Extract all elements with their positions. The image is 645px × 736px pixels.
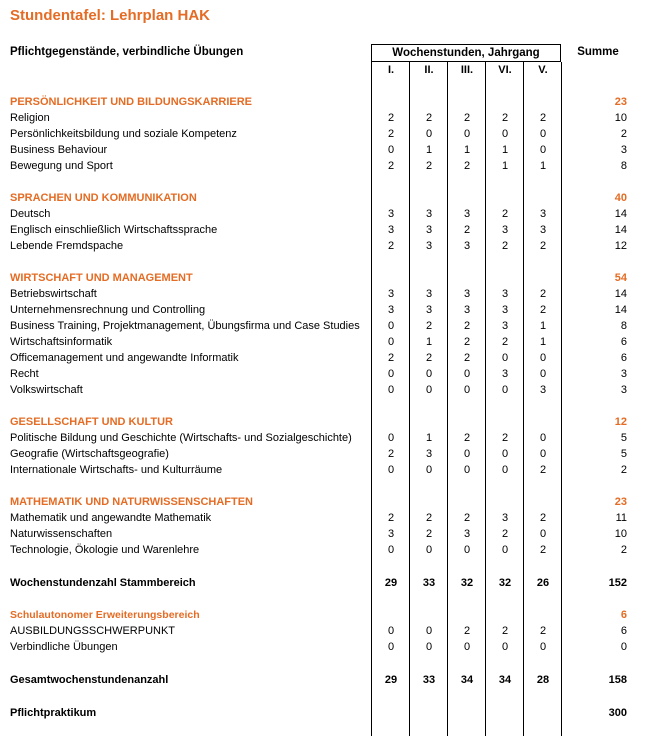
year-value-cell: 1 [539,336,547,348]
table-row [0,639,645,655]
year-value-cell: 3 [387,208,395,220]
year-value-cell: 2 [463,112,471,124]
year-value-cell: 3 [539,384,547,396]
sum-cell: 2 [620,464,627,476]
year-value-cell: 3 [501,304,509,316]
year-value-cell: 0 [501,352,509,364]
year-value-cell: 2 [425,160,433,172]
year-value-cell: 0 [539,368,547,380]
total-row [0,575,645,591]
table-row [0,158,645,174]
year-value-cell: 0 [501,448,509,460]
sum-cell: 11 [615,512,627,524]
table-row [0,623,645,639]
year-value-cell: 2 [539,625,547,637]
year-value-cell: 0 [501,464,509,476]
row-label: Politische Bildung und Geschichte (Wirtschafts- und Sozialgeschichte) [10,432,352,444]
year-value-cell: 0 [387,625,395,637]
row-label: AUSBILDUNGSSCHWERPUNKT [10,625,176,637]
sum-cell: 14 [614,304,627,316]
year-value-cell: 2 [463,160,471,172]
sum-cell: 158 [608,674,627,686]
sum-cell: 40 [614,192,627,204]
year-value-cell: 0 [539,128,547,140]
row-label: Englisch einschließlich Wirtschaftssprache [10,224,218,236]
table-row [0,238,645,254]
year-value-cell: 2 [539,464,547,476]
table-row [0,286,645,302]
table-row [0,542,645,558]
sum-cell: 300 [608,707,627,719]
sum-cell: 2 [620,544,627,556]
year-value-cell: 3 [425,240,433,252]
row-label: Wirtschaftsinformatik [10,336,113,348]
row-label: Deutsch [10,208,51,220]
year-value-cell: 2 [463,336,471,348]
year-value-cell: 0 [387,641,395,653]
year-value-cell: 0 [501,384,509,396]
section-row [0,607,645,623]
row-label: Officemanagement und angewandte Informatik [10,352,239,364]
year-value-cell: 0 [463,128,471,140]
total-row [0,705,645,721]
table-row [0,206,645,222]
year-value-cell: 0 [425,384,433,396]
row-label: Naturwissenschaften [10,528,113,540]
year-value-cell: 3 [463,240,471,252]
year-value-cell: 1 [501,160,509,172]
row-label: WIRTSCHAFT UND MANAGEMENT [10,272,193,284]
section-row [0,190,645,206]
year-header-5: V. [538,64,548,76]
year-value-cell: 2 [501,240,509,252]
year-value-cell: 0 [539,144,547,156]
year-value-cell: 1 [425,144,433,156]
year-value-cell: 0 [539,641,547,653]
row-label: Betriebswirtschaft [10,288,97,300]
year-value-cell: 0 [425,544,433,556]
row-label: Pflichtpraktikum [10,707,97,719]
row-label: PERSÖNLICHKEIT UND BILDUNGSKARRIERE [10,96,253,108]
year-value-cell: 0 [387,464,395,476]
row-label: MATHEMATIK UND NATURWISSENSCHAFTEN [10,496,254,508]
table-row [0,462,645,478]
year-value-cell: 3 [425,448,433,460]
table-row [0,334,645,350]
year-value-cell: 2 [501,208,509,220]
year-value-cell: 0 [539,448,547,460]
year-value-cell: 2 [539,512,547,524]
year-value-cell: 0 [539,432,547,444]
table-row [0,142,645,158]
year-value-cell: 2 [463,432,471,444]
sum-cell: 3 [620,368,627,380]
year-value-cell: 0 [425,625,433,637]
year-value-cell: 3 [539,208,547,220]
sum-cell: 3 [620,144,627,156]
row-label: Internationale Wirtschafts- und Kulturräume [10,464,223,476]
year-value-cell: 3 [425,208,433,220]
section-row [0,414,645,430]
year-value-cell: 1 [539,320,547,332]
year-value-cell: 3 [501,288,509,300]
row-label: Business Training, Projektmanagement, Übungsfirma und Case Studies [10,320,360,332]
year-value-cell: 2 [539,240,547,252]
row-label: Recht [10,368,39,380]
year-value-cell: 0 [425,368,433,380]
row-label: Schulautonomer Erweiterungsbereich [10,609,200,621]
year-value-cell: 3 [463,208,471,220]
table-row [0,110,645,126]
sum-cell: 6 [620,625,627,637]
year-value-cell: 0 [387,384,395,396]
year-value-cell: 0 [387,336,395,348]
year-value-cell: 0 [501,128,509,140]
year-value-cell: 2 [463,320,471,332]
sum-cell: 2 [620,128,627,140]
year-value-cell: 2 [425,352,433,364]
year-value-cell: 3 [501,320,509,332]
year-value-cell: 1 [425,336,433,348]
table-row [0,382,645,398]
year-value-cell: 2 [425,320,433,332]
year-value-cell: 3 [463,288,471,300]
sum-cell: 23 [614,496,627,508]
table-row [0,430,645,446]
year-value-cell: 28 [536,674,550,686]
sum-cell: 6 [620,336,627,348]
row-label: Technologie, Ökologie und Warenlehre [10,544,200,556]
sum-cell: 8 [620,320,627,332]
year-value-cell: 3 [425,304,433,316]
year-value-cell: 0 [463,368,471,380]
year-value-cell: 3 [425,224,433,236]
year-value-cell: 0 [539,528,547,540]
year-value-cell: 2 [387,352,395,364]
year-value-cell: 3 [387,288,395,300]
year-value-cell: 0 [463,384,471,396]
row-label: Geografie (Wirtschaftsgeografie) [10,448,169,460]
sum-cell: 23 [614,96,627,108]
year-value-cell: 32 [460,577,474,589]
year-value-cell: 0 [387,320,395,332]
sum-cell: 8 [620,160,627,172]
year-value-cell: 26 [536,577,550,589]
sum-cell: 12 [614,416,627,428]
year-value-cell: 3 [501,368,509,380]
table-row [0,302,645,318]
year-value-cell: 34 [498,674,512,686]
year-value-cell: 2 [387,240,395,252]
year-header-3: III. [460,64,474,76]
sum-cell: 10 [614,112,627,124]
year-value-cell: 33 [422,674,436,686]
sum-cell: 14 [614,208,627,220]
year-value-cell: 2 [539,288,547,300]
year-value-cell: 2 [463,625,471,637]
year-value-cell: 3 [387,224,395,236]
row-label: Religion [10,112,50,124]
year-value-cell: 2 [463,512,471,524]
year-value-cell: 3 [463,304,471,316]
sum-cell: 12 [614,240,627,252]
year-value-cell: 0 [501,544,509,556]
year-value-cell: 3 [387,528,395,540]
year-value-cell: 29 [384,577,398,589]
row-label: Gesamtwochenstundenanzahl [10,674,169,686]
table-row [0,126,645,142]
year-value-cell: 2 [387,160,395,172]
year-header-4: VI. [498,64,512,76]
sum-cell: 10 [614,528,627,540]
table-row [0,446,645,462]
sum-cell: 5 [620,448,627,460]
row-label: Unternehmensrechnung und Controlling [10,304,206,316]
year-value-cell: 2 [387,448,395,460]
year-value-cell: 2 [501,432,509,444]
sum-cell: 5 [620,432,627,444]
year-value-cell: 34 [460,674,474,686]
row-label: Verbindliche Übungen [10,641,118,653]
year-value-cell: 1 [425,432,433,444]
sum-header: Summe [577,46,619,58]
row-label: Persönlichkeitsbildung und soziale Kompetenz [10,128,237,140]
year-value-cell: 3 [501,224,509,236]
year-value-cell: 2 [463,352,471,364]
year-value-cell: 2 [501,336,509,348]
row-label: Mathematik und angewandte Mathematik [10,512,212,524]
year-value-cell: 33 [422,577,436,589]
row-label: Business Behaviour [10,144,108,156]
sum-cell: 3 [620,384,627,396]
sum-cell: 0 [620,641,627,653]
year-value-cell: 0 [501,641,509,653]
table-row [0,222,645,238]
year-value-cell: 0 [387,144,395,156]
row-label: Volkswirtschaft [10,384,83,396]
section-row [0,494,645,510]
table-row [0,350,645,366]
year-value-cell: 3 [539,224,547,236]
sum-cell: 152 [608,577,627,589]
year-value-cell: 2 [539,544,547,556]
sum-cell: 6 [620,352,627,364]
section-row [0,270,645,286]
year-value-cell: 0 [463,544,471,556]
weekly-hours-header: Wochenstunden, Jahrgang [371,44,561,62]
year-value-cell: 1 [501,144,509,156]
year-value-cell: 0 [463,641,471,653]
year-value-cell: 29 [384,674,398,686]
section-row [0,94,645,110]
row-label: Bewegung und Sport [10,160,113,172]
year-value-cell: 2 [387,512,395,524]
sum-cell: 14 [614,224,627,236]
year-value-cell: 2 [501,528,509,540]
year-value-cell: 0 [387,432,395,444]
year-value-cell: 3 [501,512,509,524]
year-value-cell: 2 [425,512,433,524]
table-row [0,510,645,526]
year-value-cell: 2 [387,128,395,140]
total-row [0,672,645,688]
year-value-cell: 0 [387,368,395,380]
year-header-1: I. [387,64,395,76]
year-value-cell: 0 [387,544,395,556]
subjects-header: Pflichtgegenstände, verbindliche Übungen [10,46,244,58]
year-value-cell: 2 [501,112,509,124]
year-value-cell: 0 [425,641,433,653]
year-value-cell: 2 [425,112,433,124]
table-row [0,318,645,334]
year-value-cell: 0 [425,128,433,140]
page-title: Stundentafel: Lehrplan HAK [10,7,211,24]
year-value-cell: 32 [498,577,512,589]
year-value-cell: 3 [425,288,433,300]
row-label: SPRACHEN UND KOMMUNIKATION [10,192,197,204]
table-row [0,526,645,542]
sum-cell: 54 [614,272,627,284]
year-value-cell: 0 [425,464,433,476]
row-label: Wochenstundenzahl Stammbereich [10,577,196,589]
table-row [0,366,645,382]
sum-cell: 6 [620,609,627,621]
year-value-cell: 2 [463,224,471,236]
year-value-cell: 3 [463,528,471,540]
year-value-cell: 1 [463,144,471,156]
year-value-cell: 2 [501,625,509,637]
year-header-2: II. [424,64,434,76]
year-value-cell: 0 [463,464,471,476]
sum-cell: 14 [614,288,627,300]
row-label: GESELLSCHAFT UND KULTUR [10,416,173,428]
year-value-cell: 2 [539,304,547,316]
year-value-cell: 2 [425,528,433,540]
year-value-cell: 0 [539,352,547,364]
year-value-cell: 1 [539,160,547,172]
year-value-cell: 2 [387,112,395,124]
year-value-cell: 2 [539,112,547,124]
row-label: Lebende Fremdspache [10,240,124,252]
year-value-cell: 0 [463,448,471,460]
year-value-cell: 3 [387,304,395,316]
